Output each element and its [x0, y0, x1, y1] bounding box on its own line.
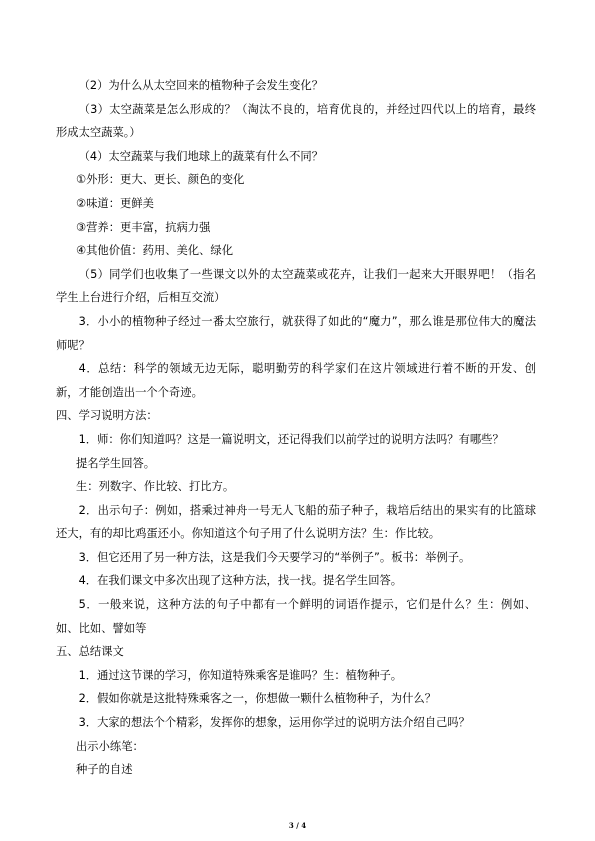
paragraph: 种子的自述 [76, 763, 133, 777]
paragraph: ④其他价值：药用、美化、绿化 [76, 244, 233, 258]
paragraph: 出示小练笔： [76, 739, 144, 753]
paragraph: 提名学生回答。 [76, 456, 156, 470]
paragraph: ②味道：更鲜美 [76, 196, 154, 210]
paragraph: 4．总结：科学的领域无边无际，聪明勤劳的科学家们在这片领域进行着不断的开发、创新，才能创造出一个个奇迹。 [56, 362, 536, 399]
paragraph: （4）太空蔬菜与我们地球上的蔬菜有什么不同？ [78, 149, 324, 163]
paragraph: 5．一般来说，这种方法的句子中都有一个鲜明的词语作提示，它们是什么？生：例如、如、比如、譬如等 [56, 598, 536, 635]
paragraph: 四、学习说明方法： [56, 409, 158, 423]
paragraph: 3．小小的植物种子经过一番太空旅行，就获得了如此的“魔力”，那么谁是那位伟大的魔法师呢？ [56, 314, 536, 352]
paragraph: 2．出示句子：例如，搭乘过神舟一号无人飞船的茄子种子，栽培后结出的果实有的比篮球还大，有的却比鸡蛋还小。你知道这个句子用了什么说明方法？生：作比较。 [56, 503, 536, 541]
paragraph: （3）太空蔬菜是怎么形成的？（淘汰不良的，培育优良的，并经过四代以上的培育，最终形成太空蔬菜。） [56, 102, 536, 140]
paragraph: （2）为什么从太空回来的植物种子会发生变化？ [78, 79, 324, 92]
page-number: 3 / 4 [288, 821, 307, 830]
paragraph: 1．通过这节课的学习，你知道特殊乘客是谁吗？生：植物种子。 [78, 668, 403, 682]
paragraph: 五、总结课文 [56, 645, 124, 659]
paragraph: 3．大家的想法个个精彩，发挥你的想象，运用你学过的说明方法介绍自己吗？ [78, 716, 470, 730]
paragraph: 生：列数字、作比较、打比方。 [76, 480, 235, 494]
paragraph: 3．但它还用了另一种方法，这是我们今天要学习的“举例子”。板书：举例子。 [78, 550, 471, 564]
paragraph: 4．在我们课文中多次出现了这种方法，找一找。提名学生回答。 [78, 574, 403, 588]
paragraph: ③营养：更丰富，抗病力强 [76, 220, 211, 234]
paragraph: （5）同学们也收集了一些课文以外的太空蔬菜或花卉，让我们一起来大开眼界吧！（指名学生上台进行介绍，后相互交流） [56, 267, 536, 305]
paragraph: 2．假如你就是这批特殊乘客之一，你想做一颗什么植物种子，为什么？ [78, 692, 436, 706]
paragraph: 1．师：你们知道吗？这是一篇说明文，还记得我们以前学过的说明方法吗？有哪些？ [78, 432, 504, 446]
document-body [56, 74, 536, 782]
paragraph: ①外形：更大、更长、颜色的变化 [76, 173, 245, 187]
